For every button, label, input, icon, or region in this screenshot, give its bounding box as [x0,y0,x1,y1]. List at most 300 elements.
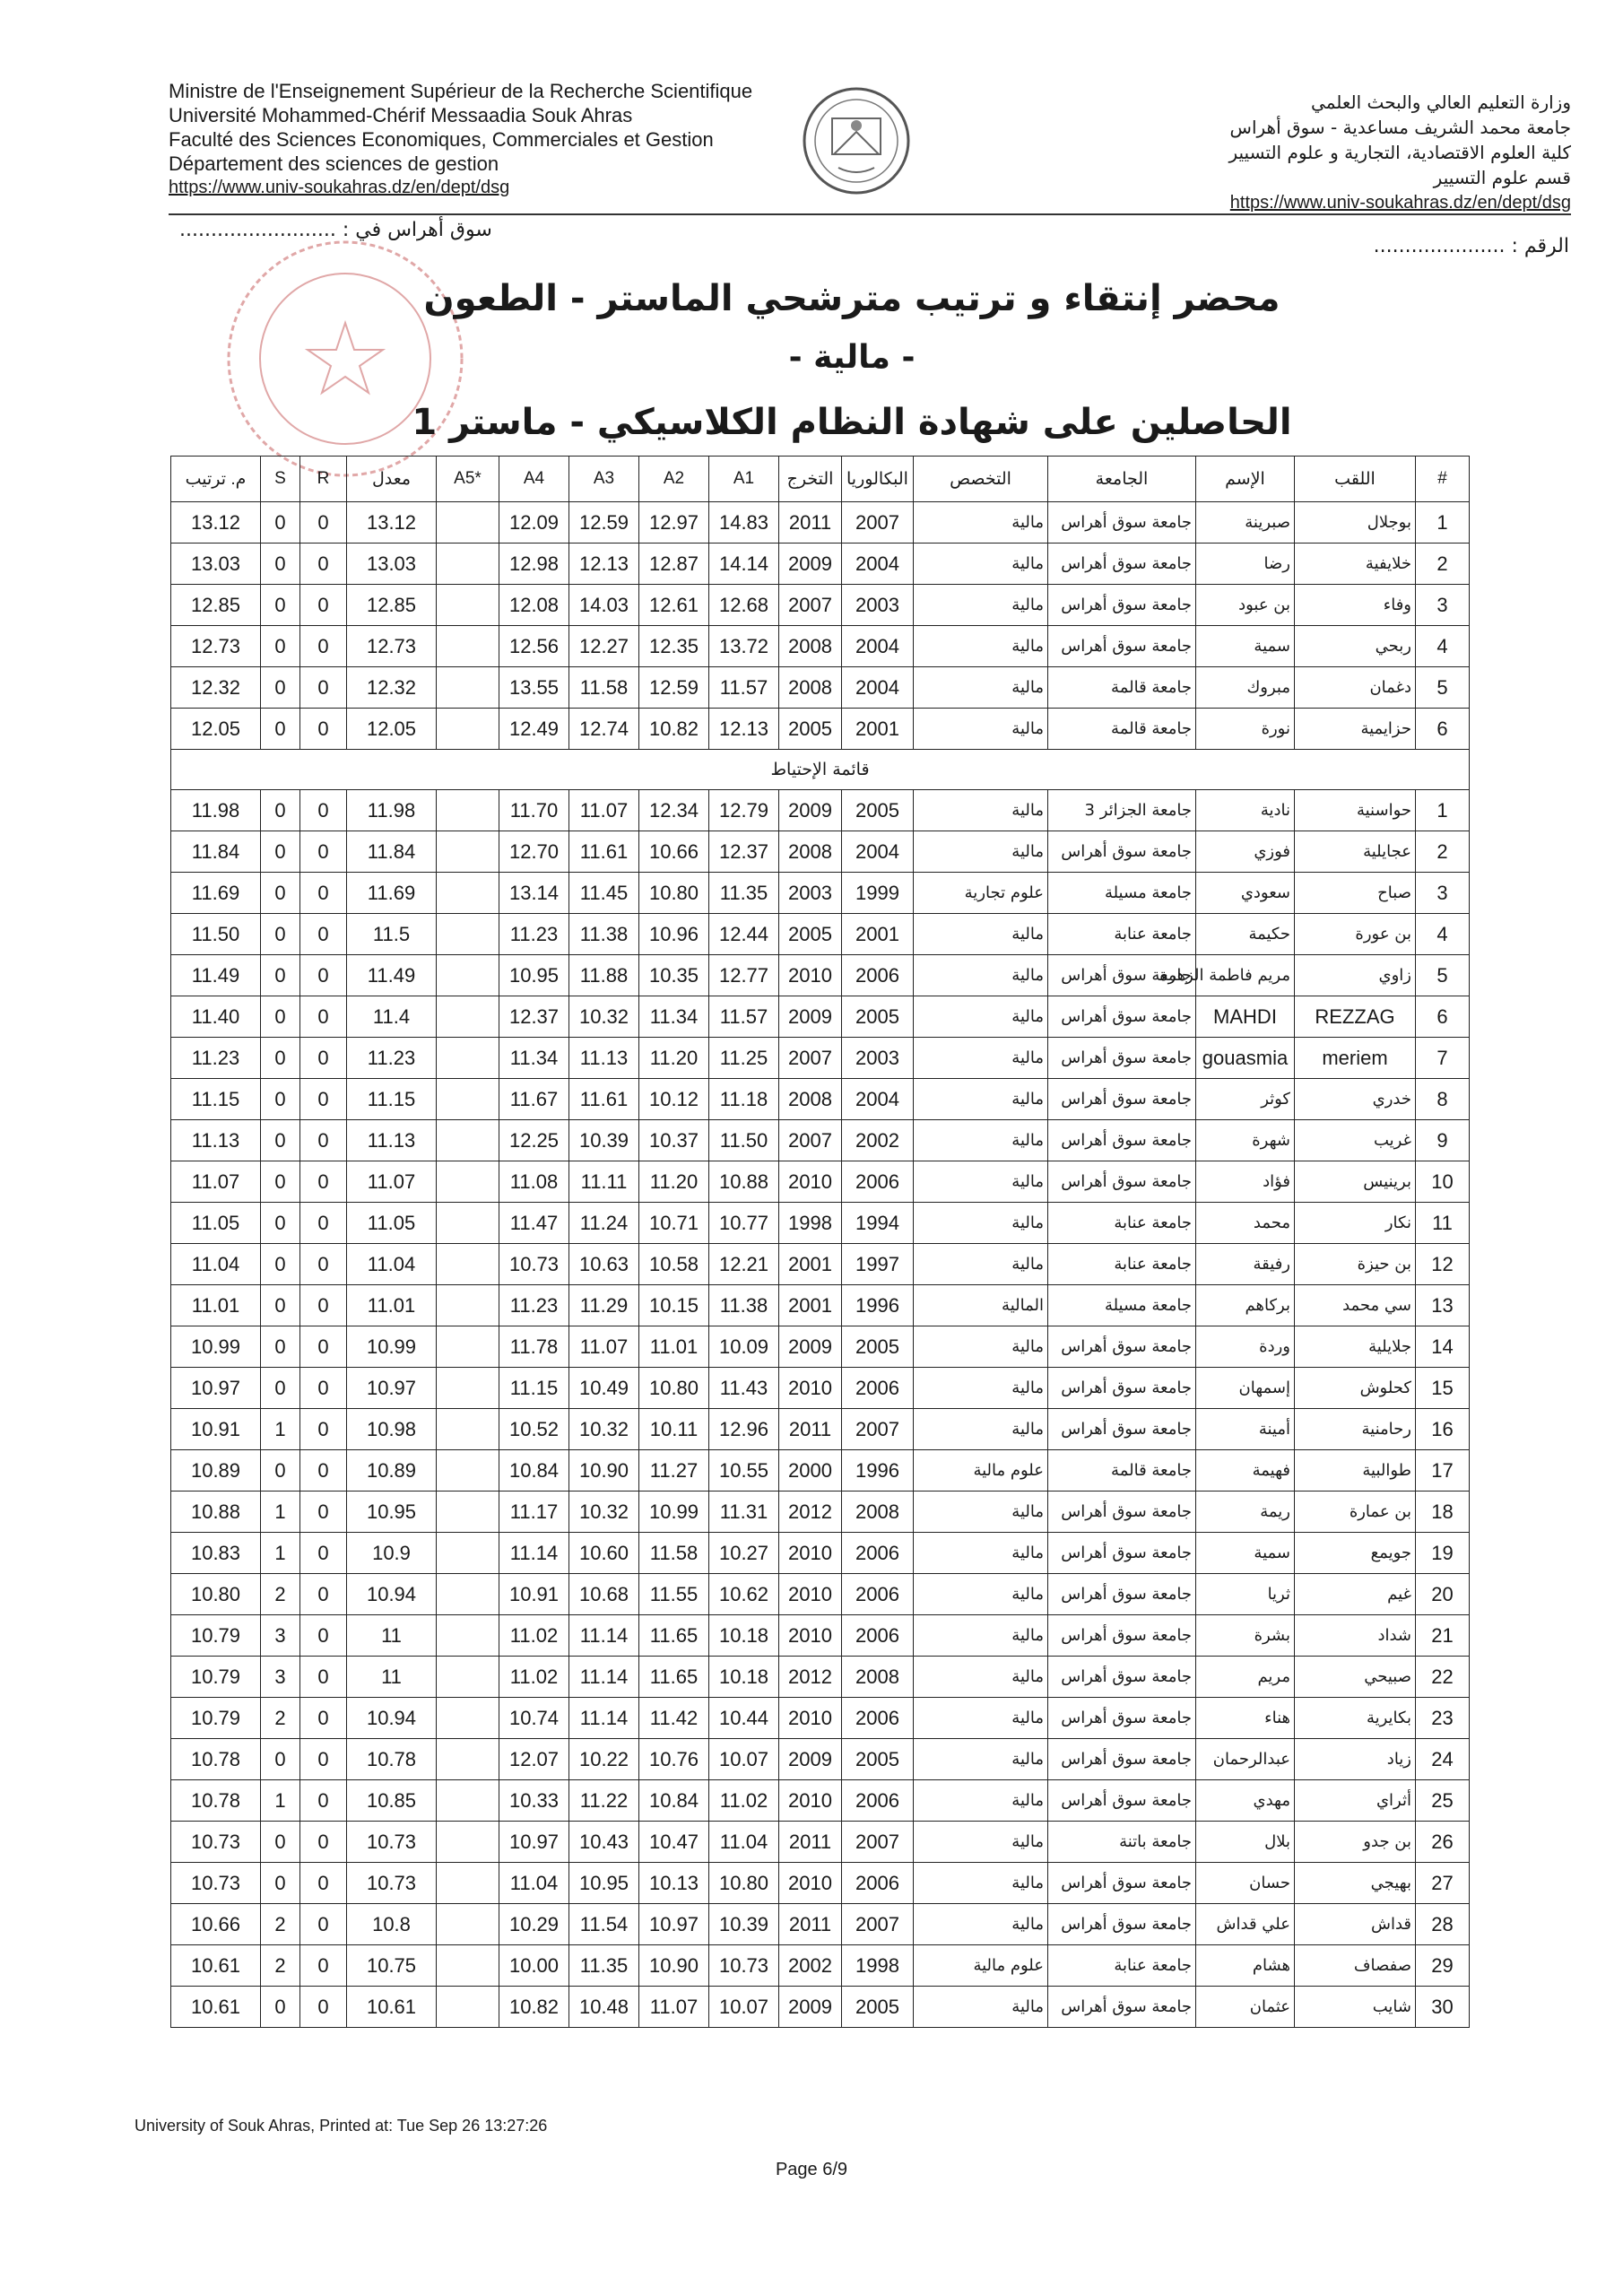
cell-a2: 10.58 [639,1244,709,1285]
cell-avg: 13.03 [347,544,437,585]
cell-univ: جامعة سوق أهراس [1048,1739,1196,1780]
cell-first: وردة [1196,1326,1295,1368]
cell-s: 1 [261,1533,300,1574]
cell-avg: 12.85 [347,585,437,626]
cell-a2: 12.59 [639,667,709,709]
cell-a3: 12.27 [569,626,639,667]
cell-rank: 11.40 [171,996,261,1038]
cell-last: صباح [1295,873,1416,914]
cell-a3: 11.29 [569,1285,639,1326]
cell-avg: 10.89 [347,1450,437,1492]
cell-s: 1 [261,1780,300,1822]
cell-a5 [437,1326,499,1368]
faculty-ar: كلية العلوم الاقتصادية، التجارية و علوم التسيير [1228,142,1571,163]
cell-last: بن عمارة [1295,1492,1416,1533]
cell-s: 2 [261,1698,300,1739]
cell-a4: 11.70 [499,790,569,831]
cell-grad: 2008 [779,831,842,873]
cell-univ: جامعة سوق أهراس [1048,1079,1196,1120]
col-average: معدل [347,457,437,502]
cell-spec: مالية [914,1739,1048,1780]
cell-idx: 9 [1416,1120,1470,1161]
col-a4: A4 [499,457,569,502]
cell-bac: 2007 [842,1409,914,1450]
cell-rank: 11.15 [171,1079,261,1120]
cell-s: 0 [261,1285,300,1326]
cell-a5 [437,709,499,750]
cell-rank: 12.73 [171,626,261,667]
cell-spec: علوم تجارية [914,873,1048,914]
cell-rank: 11.07 [171,1161,261,1203]
cell-a5 [437,1739,499,1780]
cell-univ: جامعة سوق أهراس [1048,544,1196,585]
cell-avg: 11.13 [347,1120,437,1161]
cell-a2: 11.42 [639,1698,709,1739]
cell-first: فوزي [1196,831,1295,873]
table-row [171,1657,1470,1698]
cell-idx: 6 [1416,709,1470,750]
cell-univ: جامعة عنابة [1048,914,1196,955]
cell-rank: 10.88 [171,1492,261,1533]
cell-a1: 14.83 [709,502,779,544]
col-first-name: الإسم [1196,457,1295,502]
cell-spec: مالية [914,1038,1048,1079]
cell-univ: جامعة الجزائر 3 [1048,790,1196,831]
cell-bac: 2005 [842,1739,914,1780]
cell-s: 0 [261,996,300,1038]
cell-bac: 2008 [842,1657,914,1698]
cell-a5 [437,1161,499,1203]
cell-avg: 11.5 [347,914,437,955]
cell-r: 0 [300,1285,347,1326]
department-link-right[interactable]: https://www.univ-soukahras.dz/en/dept/dsg [1229,193,1571,213]
cell-a4: 12.56 [499,626,569,667]
cell-last: صبيحي [1295,1657,1416,1698]
cell-a2: 10.47 [639,1822,709,1863]
reserve-list-label: قائمة الإحتياط [171,750,1470,790]
cell-idx: 3 [1416,585,1470,626]
cell-a3: 11.45 [569,873,639,914]
cell-a3: 12.74 [569,709,639,750]
cell-a4: 12.07 [499,1739,569,1780]
cell-avg: 11.05 [347,1203,437,1244]
cell-a4: 11.23 [499,914,569,955]
cell-spec: مالية [914,1574,1048,1615]
cell-idx: 18 [1416,1492,1470,1533]
cell-avg: 10.61 [347,1987,437,2028]
cell-a2: 11.34 [639,996,709,1038]
cell-rank: 10.78 [171,1739,261,1780]
cell-idx: 7 [1416,1038,1470,1079]
cell-rank: 11.69 [171,873,261,914]
table-row [171,626,1470,667]
cell-last: غيم [1295,1574,1416,1615]
cell-univ: جامعة عنابة [1048,1203,1196,1244]
cell-r: 0 [300,1038,347,1079]
cell-a5 [437,1368,499,1409]
cell-a5 [437,1409,499,1450]
cell-a1: 12.21 [709,1244,779,1285]
cell-a3: 11.07 [569,1326,639,1368]
cell-univ: جامعة سوق أهراس [1048,1863,1196,1904]
university-ar: جامعة محمد الشريف مساعدية - سوق أهراس [1229,117,1571,138]
cell-bac: 2001 [842,914,914,955]
cell-bac: 2004 [842,626,914,667]
table-row [171,1368,1470,1409]
cell-rank: 11.05 [171,1203,261,1244]
col-rank: م. ترتيب [171,457,261,502]
cell-a4: 11.04 [499,1863,569,1904]
cell-r: 0 [300,1326,347,1368]
cell-last: نكار [1295,1203,1416,1244]
cell-a3: 11.58 [569,667,639,709]
cell-grad: 2008 [779,1079,842,1120]
cell-grad: 2009 [779,790,842,831]
cell-grad: 2003 [779,873,842,914]
cell-spec: مالية [914,1326,1048,1368]
cell-rank: 10.91 [171,1409,261,1450]
cell-bac: 2006 [842,1368,914,1409]
cell-grad: 2009 [779,996,842,1038]
cell-r: 0 [300,1657,347,1698]
cell-a3: 11.14 [569,1698,639,1739]
cell-s: 0 [261,914,300,955]
cell-rank: 10.73 [171,1863,261,1904]
cell-a5 [437,873,499,914]
cell-first: حكيمة [1196,914,1295,955]
cell-a1: 11.04 [709,1822,779,1863]
cell-first: علي قداش [1196,1904,1295,1945]
cell-a4: 11.02 [499,1657,569,1698]
cell-a3: 11.61 [569,831,639,873]
date-line: سوق أهراس في : ......................... [179,219,492,241]
cell-s: 0 [261,955,300,996]
cell-idx: 21 [1416,1615,1470,1657]
cell-grad: 2009 [779,1739,842,1780]
cell-a1: 10.55 [709,1450,779,1492]
cell-spec: مالية [914,914,1048,955]
cell-idx: 25 [1416,1780,1470,1822]
cell-a1: 12.79 [709,790,779,831]
cell-a4: 12.37 [499,996,569,1038]
cell-a5 [437,1822,499,1863]
cell-s: 0 [261,1863,300,1904]
cell-a5 [437,790,499,831]
cell-first: نورة [1196,709,1295,750]
cell-a1: 11.35 [709,873,779,914]
cell-grad: 2005 [779,914,842,955]
cell-spec: مالية [914,1904,1048,1945]
cell-a3: 11.24 [569,1203,639,1244]
cell-first: مبروك [1196,667,1295,709]
col-a5: A5* [437,457,499,502]
cell-first: هناء [1196,1698,1295,1739]
cell-r: 0 [300,914,347,955]
cell-idx: 15 [1416,1368,1470,1409]
cell-avg: 12.05 [347,709,437,750]
cell-idx: 28 [1416,1904,1470,1945]
table-row [171,544,1470,585]
cell-a2: 12.97 [639,502,709,544]
cell-first: نادية [1196,790,1295,831]
cell-a5 [437,955,499,996]
cell-r: 0 [300,1244,347,1285]
cell-a2: 11.65 [639,1615,709,1657]
cell-a5 [437,1863,499,1904]
cell-s: 0 [261,831,300,873]
cell-a2: 10.15 [639,1285,709,1326]
cell-idx: 22 [1416,1657,1470,1698]
cell-bac: 2004 [842,831,914,873]
cell-grad: 2000 [779,1450,842,1492]
cell-a5 [437,1533,499,1574]
cell-bac: 2006 [842,1161,914,1203]
cell-univ: جامعة عنابة [1048,1945,1196,1987]
cell-a1: 11.02 [709,1780,779,1822]
reserve-list-label-row [171,750,1470,790]
cell-first: مريم فاطمة الزهرة [1196,955,1295,996]
cell-a2: 10.13 [639,1863,709,1904]
cell-rank: 10.61 [171,1987,261,2028]
cell-first: بن عبود [1196,585,1295,626]
cell-r: 0 [300,1574,347,1615]
cell-a2: 12.34 [639,790,709,831]
cell-first: فهيمة [1196,1450,1295,1492]
cell-idx: 13 [1416,1285,1470,1326]
cell-s: 0 [261,1822,300,1863]
cell-idx: 24 [1416,1739,1470,1780]
cell-last: حواسنية [1295,790,1416,831]
header-arabic [1105,90,1571,215]
cell-rank: 13.12 [171,502,261,544]
cell-s: 1 [261,1492,300,1533]
cell-a4: 10.84 [499,1450,569,1492]
cell-spec: مالية [914,996,1048,1038]
cell-rank: 11.23 [171,1038,261,1079]
cell-grad: 2010 [779,1615,842,1657]
cell-first: محمد [1196,1203,1295,1244]
cell-univ: جامعة سوق أهراس [1048,1615,1196,1657]
cell-a1: 11.50 [709,1120,779,1161]
cell-s: 0 [261,1326,300,1368]
cell-a3: 14.03 [569,585,639,626]
cell-grad: 2002 [779,1945,842,1987]
cell-grad: 2010 [779,955,842,996]
cell-bac: 1997 [842,1244,914,1285]
cell-bac: 2006 [842,955,914,996]
cell-first: مريم [1196,1657,1295,1698]
cell-spec: مالية [914,1409,1048,1450]
cell-idx: 4 [1416,626,1470,667]
cell-last: REZZAG [1295,996,1416,1038]
cell-a3: 12.59 [569,502,639,544]
cell-avg: 11.04 [347,1244,437,1285]
cell-idx: 30 [1416,1987,1470,2028]
cell-rank: 10.73 [171,1822,261,1863]
header-divider [169,213,1571,215]
cell-idx: 12 [1416,1244,1470,1285]
cell-grad: 2010 [779,1368,842,1409]
cell-last: شداد [1295,1615,1416,1657]
cell-grad: 2009 [779,1987,842,2028]
cell-a2: 10.90 [639,1945,709,1987]
cell-last: غريب [1295,1120,1416,1161]
cell-last: زاوي [1295,955,1416,996]
department-fr: Département des sciences de gestion [169,152,499,175]
cell-bac: 2003 [842,1038,914,1079]
cell-r: 0 [300,1739,347,1780]
cell-idx: 5 [1416,955,1470,996]
cell-idx: 17 [1416,1450,1470,1492]
col-baccalaureate: البكالوريا [842,457,914,502]
col-index: # [1416,457,1470,502]
document-title: محضر إنتقاء و ترتيب مترشحي الماستر - الطعون [423,278,1280,319]
cell-a1: 10.39 [709,1904,779,1945]
cell-rank: 10.99 [171,1326,261,1368]
cell-r: 0 [300,955,347,996]
cell-bac: 2005 [842,996,914,1038]
cell-avg: 10.75 [347,1945,437,1987]
cell-r: 0 [300,1987,347,2028]
cell-spec: علوم مالية [914,1945,1048,1987]
cell-last: صفصاف [1295,1945,1416,1987]
cell-s: 0 [261,873,300,914]
department-ar: قسم علوم التسيير [1433,167,1571,188]
cell-rank: 11.49 [171,955,261,996]
cell-avg: 12.32 [347,667,437,709]
cell-idx: 10 [1416,1161,1470,1203]
cell-s: 1 [261,1409,300,1450]
cell-a1: 10.73 [709,1945,779,1987]
cell-rank: 12.05 [171,709,261,750]
cell-a2: 12.87 [639,544,709,585]
cell-spec: مالية [914,585,1048,626]
cell-last: بكايرية [1295,1698,1416,1739]
cell-univ: جامعة سوق أهراس [1048,1409,1196,1450]
cell-s: 0 [261,1987,300,2028]
cell-a3: 10.63 [569,1244,639,1285]
cell-first: مهدي [1196,1780,1295,1822]
cell-last: عجايلية [1295,831,1416,873]
cell-a2: 10.96 [639,914,709,955]
cell-a1: 13.72 [709,626,779,667]
cell-r: 0 [300,1945,347,1987]
ministry-fr: Ministre de l'Enseignement Supérieur de la Recherche Scientifique [169,80,753,102]
cell-a1: 10.62 [709,1574,779,1615]
cell-rank: 10.83 [171,1533,261,1574]
cell-a3: 11.61 [569,1079,639,1120]
cell-bac: 2004 [842,667,914,709]
cell-r: 0 [300,790,347,831]
page-number: Page 6/9 [775,2160,848,2179]
cell-last: رحامنية [1295,1409,1416,1450]
cell-avg: 10.78 [347,1739,437,1780]
cell-first: حسان [1196,1863,1295,1904]
cell-a1: 11.31 [709,1492,779,1533]
cell-univ: جامعة سوق أهراس [1048,1120,1196,1161]
cell-rank: 10.80 [171,1574,261,1615]
cell-first: بركاهم [1196,1285,1295,1326]
cell-a3: 12.13 [569,544,639,585]
cell-last: أثراي [1295,1780,1416,1822]
cell-s: 3 [261,1615,300,1657]
cell-grad: 2009 [779,1326,842,1368]
main-list-body [171,502,1470,750]
cell-a2: 10.76 [639,1739,709,1780]
cell-last: شايب [1295,1987,1416,2028]
cell-grad: 2011 [779,1822,842,1863]
cell-last: دغمان [1295,667,1416,709]
cell-a4: 10.73 [499,1244,569,1285]
cell-first: هشام [1196,1945,1295,1987]
cell-a4: 11.47 [499,1203,569,1244]
cell-a3: 11.14 [569,1657,639,1698]
department-link-left[interactable]: https://www.univ-soukahras.dz/en/dept/dsg [169,178,510,197]
cell-a1: 10.18 [709,1615,779,1657]
cell-a2: 12.61 [639,585,709,626]
cell-a4: 11.02 [499,1615,569,1657]
col-s: S [261,457,300,502]
cell-a1: 11.25 [709,1038,779,1079]
table-row [171,996,1470,1038]
cell-avg: 10.94 [347,1698,437,1739]
cell-r: 0 [300,585,347,626]
cell-r: 0 [300,1161,347,1203]
cell-a4: 11.78 [499,1326,569,1368]
cell-grad: 2011 [779,1904,842,1945]
cell-univ: جامعة باتنة [1048,1822,1196,1863]
cell-idx: 8 [1416,1079,1470,1120]
cell-a5 [437,1285,499,1326]
cell-a3: 10.32 [569,1492,639,1533]
cell-bac: 1999 [842,873,914,914]
cell-univ: جامعة سوق أهراس [1048,955,1196,996]
cell-idx: 19 [1416,1533,1470,1574]
cell-s: 0 [261,1739,300,1780]
cell-first: فؤاد [1196,1161,1295,1203]
cell-spec: مالية [914,667,1048,709]
cell-a4: 13.14 [499,873,569,914]
table-row [171,1863,1470,1904]
cell-bac: 2005 [842,1326,914,1368]
table-row [171,1780,1470,1822]
cell-rank: 10.79 [171,1657,261,1698]
cell-rank: 13.03 [171,544,261,585]
table-row [171,1533,1470,1574]
cell-r: 0 [300,1863,347,1904]
cell-a5 [437,1780,499,1822]
cell-grad: 2007 [779,1120,842,1161]
cell-a5 [437,544,499,585]
cell-rank: 10.61 [171,1945,261,1987]
cell-a1: 11.38 [709,1285,779,1326]
cell-s: 0 [261,626,300,667]
cell-bac: 2006 [842,1780,914,1822]
cell-bac: 2001 [842,709,914,750]
cell-a4: 10.00 [499,1945,569,1987]
cell-first: سمية [1196,1533,1295,1574]
table-row [171,1203,1470,1244]
cell-univ: جامعة سوق أهراس [1048,996,1196,1038]
table-row [171,1038,1470,1079]
table-row [171,790,1470,831]
cell-a3: 10.68 [569,1574,639,1615]
cell-idx: 5 [1416,667,1470,709]
cell-rank: 10.78 [171,1780,261,1822]
cell-first: عثمان [1196,1987,1295,2028]
cell-a4: 10.97 [499,1822,569,1863]
cell-last: برينيس [1295,1161,1416,1203]
